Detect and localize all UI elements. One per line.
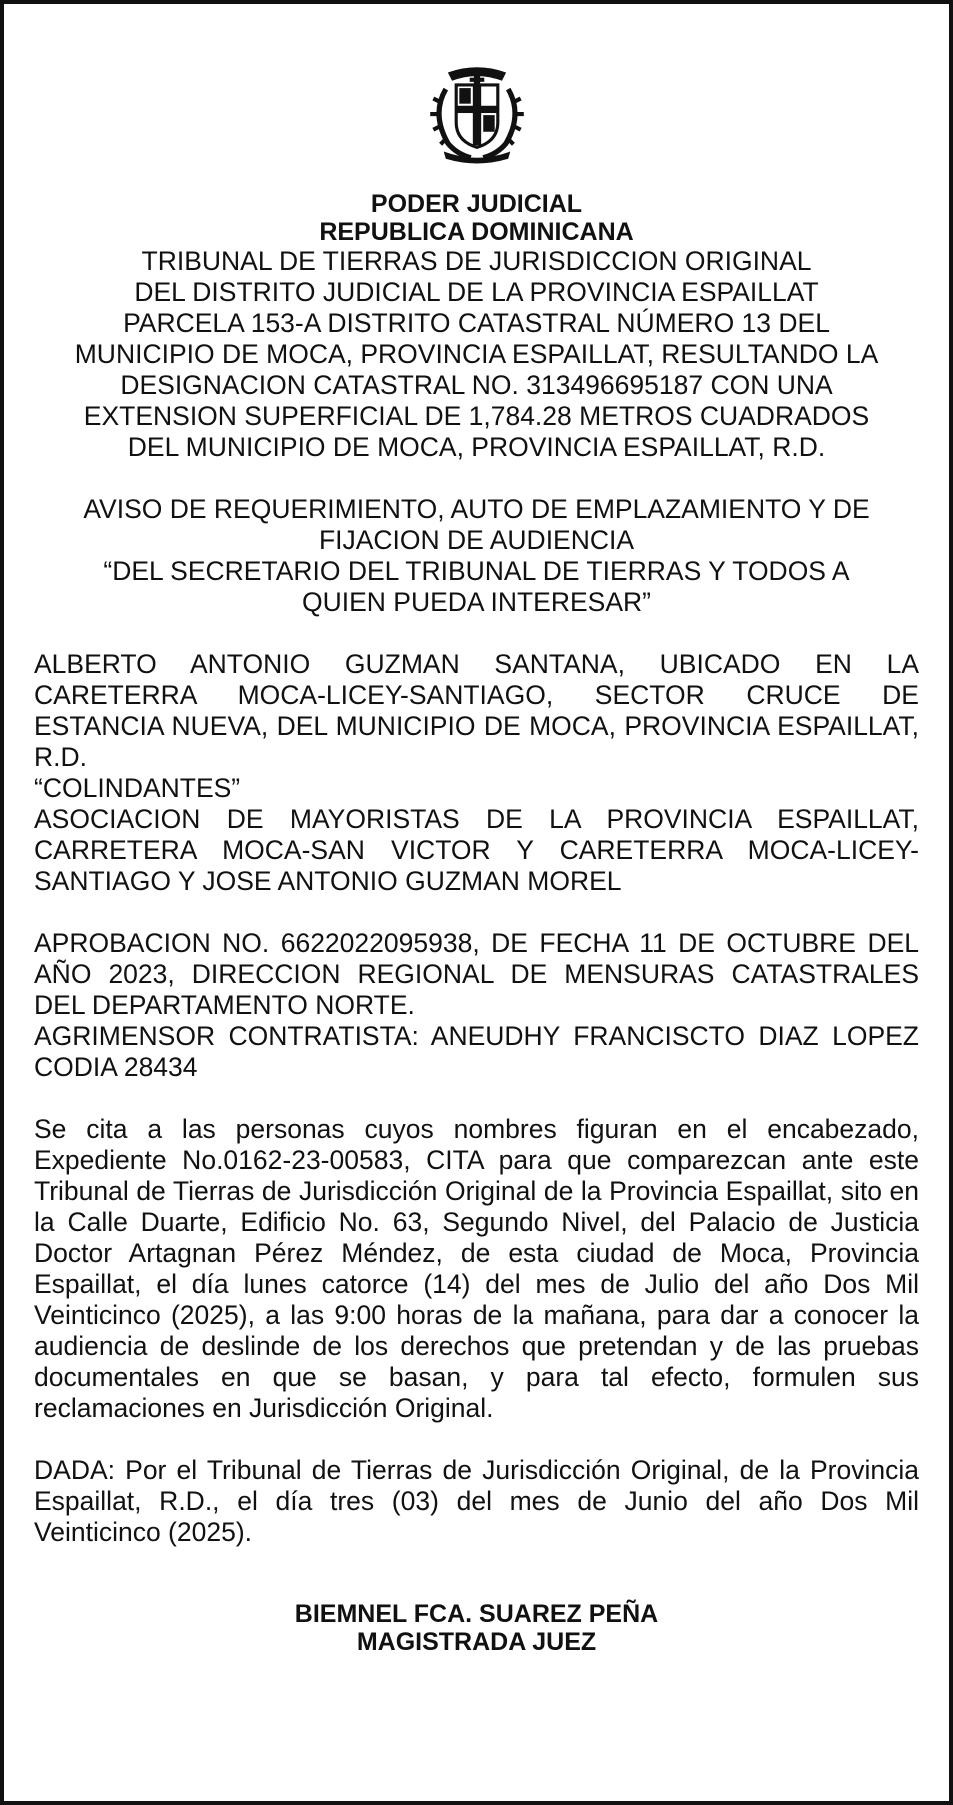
- signer-title: MAGISTRADA JUEZ: [356, 1628, 597, 1656]
- court-line: DEL MUNICIPIO DE MOCA, PROVINCIA ESPAILLAT, R.D.: [127, 432, 826, 462]
- header-title-1: PODER JUDICIAL: [370, 190, 583, 218]
- surveyor-paragraph: AGRIMENSOR CONTRATISTA: ANEUDHY FRANCISCTO DIAZ LOPEZ CODIA 28434: [34, 1021, 919, 1082]
- neighbors-paragraph: ASOCIACION DE MAYORISTAS DE LA PROVINCIA ESPAILLAT, CARRETERA MOCA-SAN VICTOR Y CARETERRA MOCA-LICEY-SANTIAGO Y JOSE ANTONIO GUZMAN MOREL: [34, 804, 919, 896]
- court-description: [34, 246, 919, 463]
- notice-line: QUIEN PUEDA INTERESAR”: [302, 587, 651, 617]
- notice-heading: [34, 494, 919, 618]
- owner-paragraph: ALBERTO ANTONIO GUZMAN SANTANA, UBICADO EN LA CARETERRA MOCA-LICEY-SANTIAGO, SECTOR CRUCE DE ESTANCIA NUEVA, DEL MUNICIPIO DE MOCA, PROVINCIA ESPAILLAT, R.D.: [34, 649, 919, 772]
- citation-paragraph: Se cita a las personas cuyos nombres figuran en el encabezado, Expediente No.0162-23-00583, CITA para que comparezcan ante este Tribunal de Tierras de Jurisdicción Original de la Provincia Espaillat, sito en la Calle Duarte, Edificio No. 63, Segundo Nivel, del Palacio de Justicia Doctor Artagnan Pérez Méndez, de esta ciudad de Moca, Provincia Espaillat, el día lunes catorce (14) del mes de Julio del año Dos Mil Veinticinco (2025), a las 9:00 horas de la mañana, para dar a conocer la audiencia de deslinde de los derechos que pretendan y de las pruebas documentales en que se basan, y para tal efecto, formulen sus reclamaciones en Jurisdicción Original.: [34, 1114, 919, 1423]
- court-line: PARCELA 153-A DISTRITO CATASTRAL NÚMERO 13 DEL: [123, 308, 830, 338]
- coat-of-arms: [34, 60, 919, 164]
- approval-paragraph: APROBACION NO. 6622022095938, DE FECHA 11 DE OCTUBRE DEL AÑO 2023, DIRECCION REGIONAL DE MENSURAS CATASTRALES DEL DEPARTAMENTO NORTE.: [34, 928, 919, 1020]
- court-line: DESIGNACION CATASTRAL NO. 313496695187 CON UNA: [120, 370, 833, 400]
- notice-line: FIJACION DE AUDIENCIA: [318, 525, 635, 555]
- neighbors-label: “COLINDANTES”: [34, 773, 241, 803]
- court-line: MUNICIPIO DE MOCA, PROVINCIA ESPAILLAT, RESULTANDO LA: [74, 339, 879, 369]
- coat-of-arms-icon: [425, 60, 529, 164]
- header-title-2: REPUBLICA DOMINICANA: [319, 218, 634, 246]
- court-line: DEL DISTRITO JUDICIAL DE LA PROVINCIA ESPAILLAT: [134, 277, 819, 307]
- notice-line: AVISO DE REQUERIMIENTO, AUTO DE EMPLAZAMIENTO Y DE: [83, 494, 870, 524]
- signer-name: BIEMNEL FCA. SUAREZ PEÑA: [294, 1600, 659, 1628]
- court-line: EXTENSION SUPERFICIAL DE 1,784.28 METROS CUADRADOS: [83, 401, 870, 431]
- notice-line: “DEL SECRETARIO DEL TRIBUNAL DE TIERRAS Y TODOS A: [103, 556, 850, 586]
- given-paragraph: DADA: Por el Tribunal de Tierras de Jurisdicción Original, de la Provincia Espaillat, R.D., el día tres (03) del mes de Junio del año Dos Mil Veinticinco (2025).: [34, 1455, 919, 1547]
- court-line: TRIBUNAL DE TIERRAS DE JURISDICCION ORIGINAL: [141, 246, 812, 276]
